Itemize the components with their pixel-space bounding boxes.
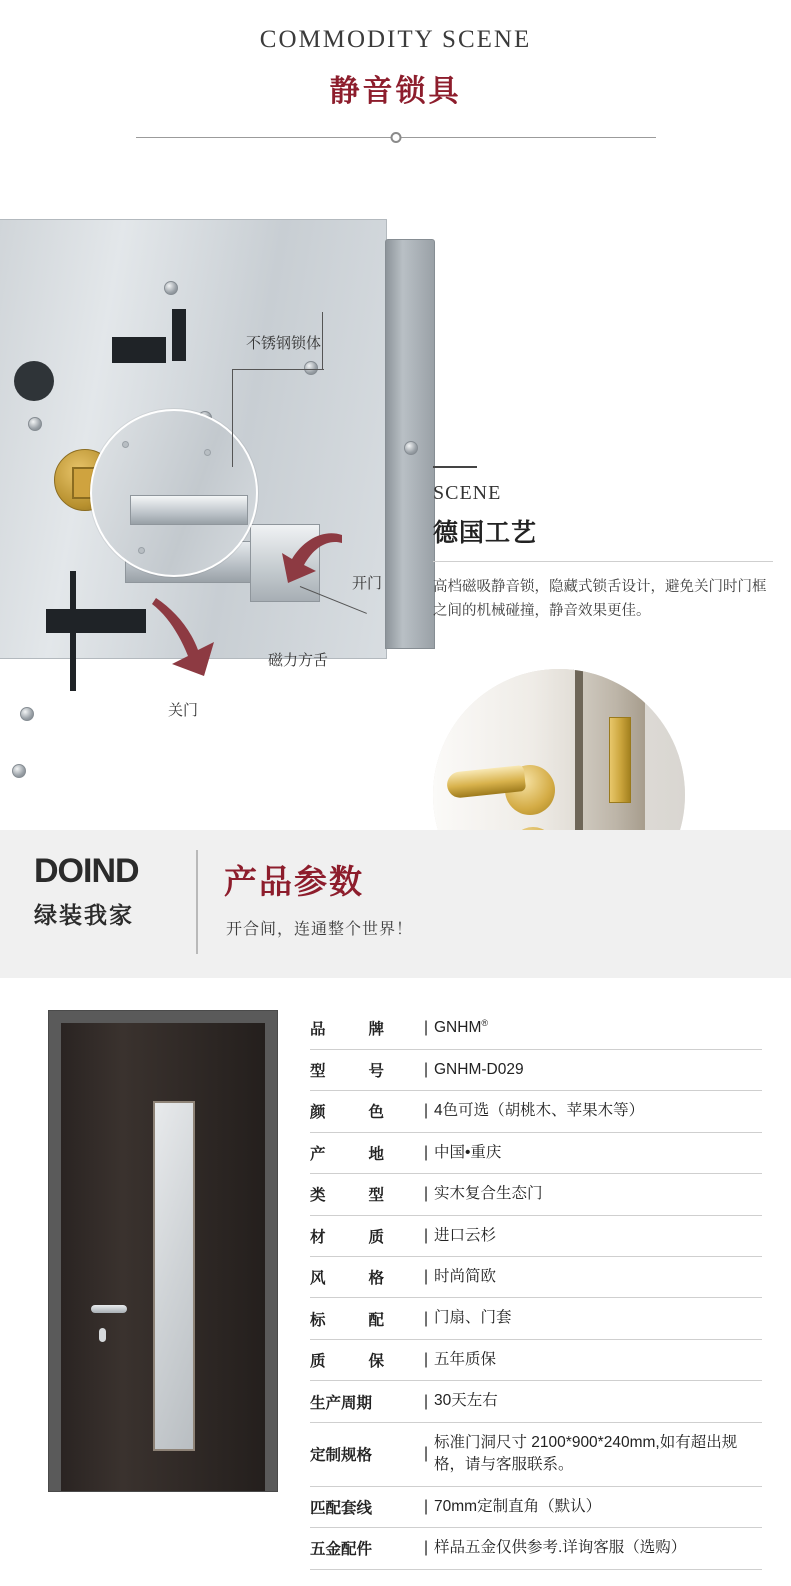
spec-value: 中国•重庆 — [434, 1132, 762, 1173]
spec-separator: | — [418, 1339, 434, 1380]
brand-mark: DOIND — [34, 852, 139, 890]
params-band — [0, 830, 791, 978]
scene-subtitle-cn: 德国工艺 — [433, 513, 773, 562]
scene-subtitle-en: SCENE — [433, 482, 502, 504]
lock-slot — [172, 309, 186, 361]
scene-text-block — [433, 466, 773, 624]
spec-value: GNHM-D029 — [434, 1049, 762, 1090]
table-row — [310, 1339, 762, 1380]
header-divider — [136, 132, 656, 144]
magnified-dot — [122, 441, 129, 448]
spec-value: 实木复合生态门 — [434, 1174, 762, 1215]
door-lock-hole — [99, 1328, 106, 1342]
spec-value: 五年质保 — [434, 1339, 762, 1380]
spec-key: 颜 色 — [310, 1091, 418, 1132]
spec-key: 定制规格 — [310, 1422, 418, 1486]
header-divider-dot — [390, 132, 401, 143]
door-leaf — [61, 1023, 265, 1491]
spec-value: 4色可选（胡桃木、苹果木等） — [434, 1091, 762, 1132]
spec-separator: | — [418, 1422, 434, 1486]
lock-slot — [112, 337, 166, 363]
spec-value: 门扇、门套 — [434, 1298, 762, 1339]
table-row — [310, 1049, 762, 1090]
spec-value: 时尚简欧 — [434, 1256, 762, 1297]
screw-icon — [304, 361, 318, 375]
magnified-dot — [138, 547, 145, 554]
photo-strike-plate — [609, 717, 631, 803]
table-row — [310, 1528, 762, 1569]
brand-logo — [34, 852, 184, 930]
spec-key: 五金配件 — [310, 1528, 418, 1569]
spec-separator: | — [418, 1008, 434, 1049]
spec-key: 质 保 — [310, 1339, 418, 1380]
product-door-image — [48, 1010, 278, 1492]
table-row — [310, 1381, 762, 1422]
table-row — [310, 1008, 762, 1049]
screw-icon — [404, 441, 418, 455]
band-subtitle: 开合间，连通整个世界！ — [226, 921, 414, 938]
scene-description: 高档磁吸静音锁，隐藏式锁舌设计，避免关门时门框之间的机械碰撞，静音效果更佳。 — [433, 579, 767, 619]
spec-separator: | — [418, 1381, 434, 1422]
table-row — [310, 1422, 762, 1486]
spec-value: 70mm定制直角（默认） — [434, 1486, 762, 1527]
spec-value: 30天左右 — [434, 1381, 762, 1422]
table-row — [310, 1132, 762, 1173]
spec-separator: | — [418, 1298, 434, 1339]
callout-magnetic-bolt: 磁力方舌 — [268, 652, 329, 669]
spec-separator: | — [418, 1486, 434, 1527]
close-door-arrow — [150, 594, 220, 680]
table-row — [310, 1091, 762, 1132]
spec-table — [310, 1008, 762, 1570]
spec-key: 产 地 — [310, 1132, 418, 1173]
spec-key: 匹配套线 — [310, 1486, 418, 1527]
magnified-bolt — [130, 495, 248, 525]
table-row — [310, 1256, 762, 1297]
spec-separator: | — [418, 1091, 434, 1132]
screw-icon — [20, 707, 34, 721]
brand-slogan: 绿装我家 — [34, 902, 134, 928]
spec-value: 样品五金仅供参考.详询客服（选购） — [434, 1528, 762, 1569]
scene-section — [0, 144, 791, 844]
table-row — [310, 1215, 762, 1256]
registered-mark: ® — [481, 1018, 488, 1028]
door-handle — [91, 1305, 127, 1313]
door-glass-panel — [153, 1101, 195, 1451]
scene-rule — [433, 466, 477, 468]
screw-icon — [164, 281, 178, 295]
callout-close-door: 关门 — [168, 702, 199, 719]
spec-value: GNHM® — [434, 1008, 762, 1049]
page-header — [0, 0, 791, 144]
header-title-en: COMMODITY SCENE — [259, 26, 532, 53]
spec-key: 类 型 — [310, 1174, 418, 1215]
lock-slot — [46, 609, 146, 633]
header-title-cn: 静音锁具 — [329, 75, 462, 108]
spec-key: 材 质 — [310, 1215, 418, 1256]
spec-key: 型 号 — [310, 1049, 418, 1090]
lock-hole — [14, 361, 54, 401]
spec-separator: | — [418, 1528, 434, 1569]
screw-icon — [28, 417, 42, 431]
band-title: 产品参数 — [224, 863, 364, 900]
spec-separator: | — [418, 1215, 434, 1256]
band-divider — [196, 850, 198, 954]
spec-key: 品 牌 — [310, 1008, 418, 1049]
leader-line — [322, 312, 323, 370]
spec-separator: | — [418, 1256, 434, 1297]
callout-lock-body: 不锈钢锁体 — [246, 335, 322, 352]
spec-separator: | — [418, 1132, 434, 1173]
spec-key: 生产周期 — [310, 1381, 418, 1422]
screw-icon — [12, 764, 26, 778]
spec-separator: | — [418, 1174, 434, 1215]
table-row — [310, 1174, 762, 1215]
magnified-dot — [204, 449, 211, 456]
table-row — [310, 1486, 762, 1527]
spec-separator: | — [418, 1049, 434, 1090]
leader-line — [232, 369, 233, 467]
spec-key: 标 配 — [310, 1298, 418, 1339]
table-row — [310, 1298, 762, 1339]
spec-value: 进口云杉 — [434, 1215, 762, 1256]
spec-key: 风 格 — [310, 1256, 418, 1297]
open-door-arrow — [278, 529, 346, 589]
callout-open-door: 开门 — [352, 575, 383, 592]
spec-value: 标准门洞尺寸 2100*900*240mm,如有超出规格，请与客服联系。 — [434, 1422, 762, 1486]
leader-line — [232, 369, 324, 370]
